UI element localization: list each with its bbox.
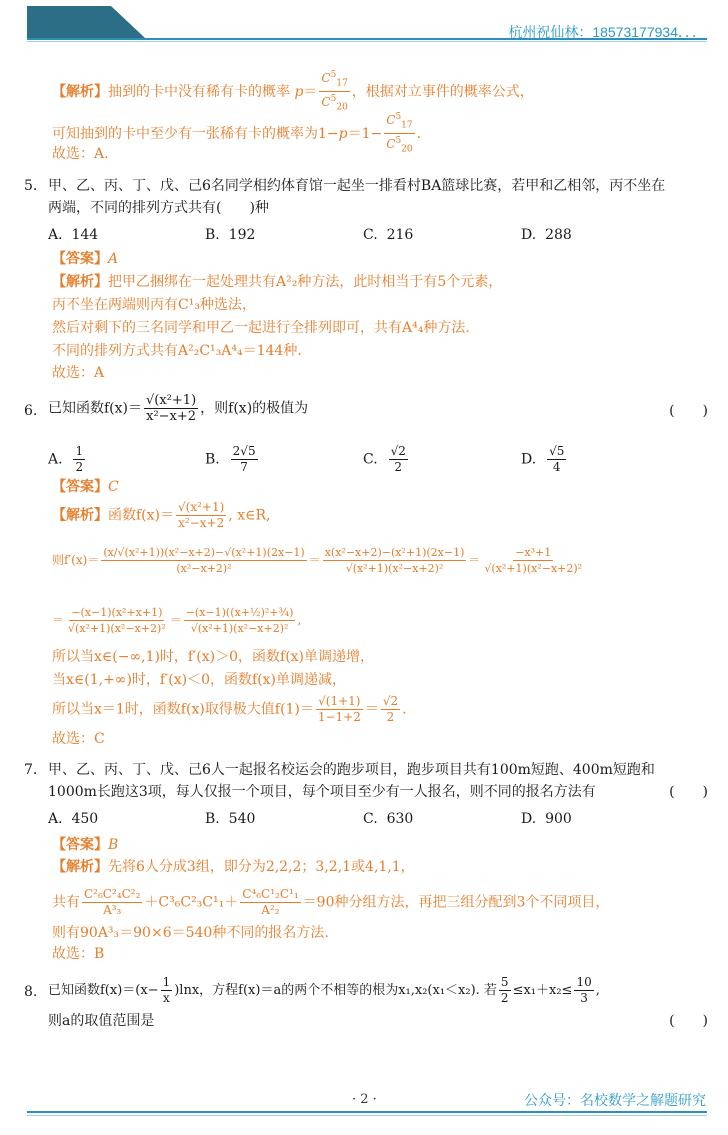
q5-analysis-line3: 然后对剩下的三名同学和甲乙一起进行全排列即可，共有A⁴₄种方法. xyxy=(52,320,470,336)
q5-option-c: C. 216 xyxy=(363,227,414,243)
page-number: · 2 · xyxy=(352,1092,377,1107)
q8-answer-paren: ( ) xyxy=(669,1013,708,1029)
footer-account: 公众号：名校数学之解题研究 xyxy=(524,1092,706,1108)
q8-stem-line2: 则a的取值范围是 xyxy=(48,1013,155,1029)
q6-option-a: A. $\frac{1}{2}$ xyxy=(48,444,84,474)
q7-option-b: B. 540 xyxy=(205,811,256,827)
q5-analysis-line1: 【解析】把甲乙捆绑在一起处理共有A²₂种方法，此时相当于有5个元素， xyxy=(52,274,503,290)
q6-number: 6. xyxy=(24,403,38,419)
prev-analysis-line1: 【解析】抽到的卡中没有稀有卡的概率 p＝ $\frac{C^5_{17}}{C^5_{20}}$ ，根据对立事件的概率公式， xyxy=(52,70,534,113)
q5-number: 5. xyxy=(24,178,38,194)
q8-stem-line1: 已知函数f(x)＝(x− $\frac{1}{x}$ )lnx，方程f(x)＝a的两个不相等的根为x₁,x₂(x₁＜x₂). 若 $\frac{5}{2}$ ≤x₁＋x₂≤ $\frac{10}{3}$ , xyxy=(48,975,600,1005)
q5-analysis-line5: 故选：A xyxy=(52,365,105,381)
q7-answer: 【答案】B xyxy=(52,837,119,853)
q6-option-c: C. $\frac{√2}{2}$ xyxy=(363,444,406,474)
q6-analysis-line5: 当x∈(1,+∞)时，f′(x)＜0，函数f(x)单调递减， xyxy=(52,672,347,688)
q5-stem-line2: 两端，不同的排列方式共有( )种 xyxy=(48,200,269,216)
analysis-tag: 【解析】 xyxy=(52,83,108,100)
prev-analysis-line2: 可知抽到的卡中至少有一张稀有卡的概率为1−p＝1− $\frac{C^5_{17}}{C^5_{20}}$ . xyxy=(52,112,422,155)
q7-stem-line2: 1000m长跑这3项，每人仅报一个项目，每个项目至少有一人报名，则不同的报名方法有 xyxy=(48,784,596,800)
q6-answer-paren: ( ) xyxy=(669,403,708,419)
q5-answer: 【答案】A xyxy=(52,251,119,267)
q8-number: 8. xyxy=(24,984,38,1000)
q7-analysis-line1: 【解析】先将6人分成3组，即分为2,2,2；3,2,1或4,1,1， xyxy=(52,859,415,875)
q7-analysis-line2: 共有 $\frac{\text{C²₆C²₄C²₂}}{\text{A³₃}}$ ＋C³₆C²₃C¹₁＋ $\frac{\text{C⁴₆C¹₂C¹₁}}{\text{A²₂}}$ ＝90种分组方法，再把三组分配到3个不同项目， xyxy=(52,887,610,917)
q6-analysis-factored: ＝ $\frac{\text{−(x−1)(x²+x+1)}}{\text{√(x²+1)(x²−x+2)²}}$ ＝ $\frac{\text{−(x−1)((x+½)²+¾)}}{\text{√(x²+1)(x²−x+2)²}}$ , xyxy=(52,606,302,635)
q5-option-b: B. 192 xyxy=(205,227,256,243)
q6-option-d: D. $\frac{√5}{4}$ xyxy=(521,444,565,474)
q6-stem: 已知函数f(x)＝ $\frac{\text{√(x²+1)}}{\text{x²−x+2}}$ ，则f(x)的极值为 xyxy=(48,393,309,424)
q7-answer-paren: ( ) xyxy=(669,784,708,800)
prev-choice: 故选：A. xyxy=(52,146,109,162)
q6-analysis-line4: 所以当x∈(−∞,1)时，f′(x)＞0，函数f(x)单调递增， xyxy=(52,649,375,665)
q6-option-b: B. $\frac{2√5}{7}$ xyxy=(205,444,256,474)
q7-option-d: D. 900 xyxy=(521,811,572,827)
footer-rule xyxy=(27,1111,707,1113)
footer-rule-thin xyxy=(27,1115,707,1116)
q6-analysis-line7: 故选：C xyxy=(52,731,105,747)
q5-option-a: A. 144 xyxy=(48,227,99,243)
q5-analysis-line2: 丙不坐在两端则丙有C¹₃种选法， xyxy=(52,297,256,313)
q5-option-d: D. 288 xyxy=(521,227,572,243)
q6-analysis-line1: 【解析】函数f(x)＝ $\frac{\text{√(x²+1)}}{\text{x²−x+2}}$ , x∈R, xyxy=(52,500,271,530)
q6-analysis-derivative: 则f′(x)＝ $\frac{\text{(x/√(x²+1))(x²−x+2)−√(x²+1)(2x−1)}}{\text{(x²−x+2)²}}$ ＝ $\frac{\text{x(x²−x+2)−(x²+1)(2x−1)}}{\text{√(x²+1)(x²−x+2)²}}$ ＝ $\frac{\text{−x³+1}}{\text{√(x²+1)(x²−x+2)²}}$ xyxy=(52,546,583,575)
q5-analysis-line4: 不同的排列方式共有A²₂C¹₃A⁴₄＝144种. xyxy=(52,343,302,359)
header-contact: 杭州祝仙林：18573177934．．． xyxy=(508,24,706,40)
q7-analysis-line4: 故选：B xyxy=(52,946,105,962)
q7-analysis-line3: 则有90A³₃＝90×6＝540种不同的报名方法. xyxy=(52,925,329,941)
q7-stem-line1: 甲、乙、丙、丁、戊、己6人一起报名校运会的跑步项目，跑步项目共有100m短跑、400m短跑和 xyxy=(48,762,655,778)
q7-option-a: A. 450 xyxy=(48,811,99,827)
q6-analysis-line6: 所以当x＝1时，函数f(x)取得极大值f(1)＝ $\frac{√(1+1)}{1-1+2}$ ＝ $\frac{√2}{2}$ . xyxy=(52,694,407,724)
q6-answer: 【答案】C xyxy=(52,479,119,495)
header-banner xyxy=(27,6,145,38)
q7-option-c: C. 630 xyxy=(363,811,414,827)
q7-number: 7. xyxy=(24,762,38,778)
q5-stem-line1: 甲、乙、丙、丁、戊、己6名同学相约体育馆一起坐一排看村BA篮球比赛，若甲和乙相邻，丙不坐在 xyxy=(48,178,666,194)
